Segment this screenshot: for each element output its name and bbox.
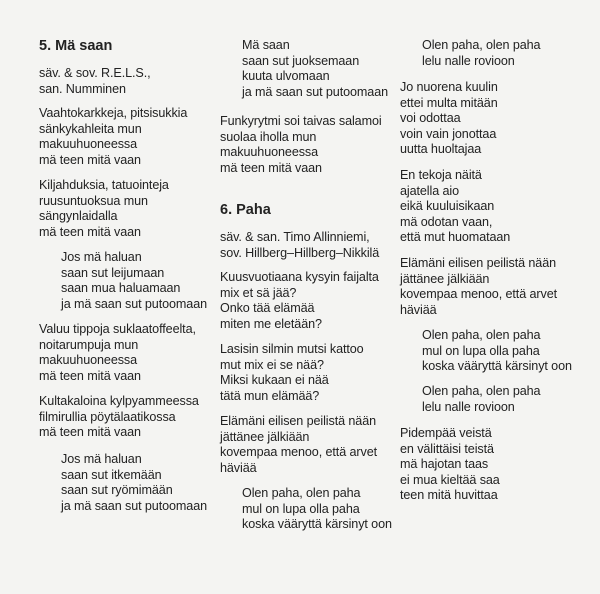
lyric-line: eikä kuuluisikaan: [400, 199, 495, 213]
lyric-line: Funkyrytmi soi taivas salamoi: [220, 114, 382, 128]
lyric-line: uutta huoltajaa: [400, 142, 482, 156]
lyric-line: Kultakaloina kylpyammeessa: [39, 394, 199, 408]
lyric-line: mä teen mitä vaan: [39, 368, 141, 383]
lyric-line: Elämäni eilisen peilistä nään: [220, 414, 377, 428]
lyric-line: saan sut juoksemaan: [242, 53, 360, 68]
stanza: [39, 322, 196, 384]
stanza: [400, 80, 498, 158]
song-credits: [220, 230, 379, 261]
stanza: [39, 178, 169, 240]
lyric-line: Lasisin silmin mutsi kattoo: [220, 342, 364, 356]
lyric-line: makuuhuoneessa: [39, 137, 138, 151]
lyric-line: makuuhuoneessa: [39, 353, 138, 367]
lyric-line: mul on lupa olla paha: [422, 343, 540, 358]
lyric-line: koska vääryttä kärsinyt oon: [422, 359, 572, 373]
lyric-line: Kuusvuotiaana kysyin faijalta: [220, 270, 379, 284]
lyric-line: miten me eletään?: [220, 316, 322, 331]
lyric-line: Mä saan: [242, 38, 290, 52]
stanza-chorus: [61, 452, 207, 514]
lyric-line: ruusuntuoksua mun: [39, 193, 148, 208]
lyric-line: että mut huomataan: [400, 230, 511, 244]
lyric-line: mä teen mitä vaan: [39, 224, 141, 239]
lyric-line: En tekoja näitä: [400, 168, 482, 182]
lyric-line: mä odotan vaan,: [400, 214, 493, 229]
lyric-line: lelu nalle rovioon: [422, 53, 515, 68]
lyric-line: en välittäisi teistä: [400, 441, 494, 456]
lyric-line: ei mua kieltää saa: [400, 472, 500, 487]
lyric-line: Olen paha, olen paha: [422, 38, 541, 52]
lyric-line: saan sut leijumaan: [61, 265, 165, 280]
lyric-line: filmirullia pöytälaatikossa: [39, 409, 176, 424]
lyric-line: ja mä saan sut putoomaan: [242, 84, 389, 99]
stanza: [220, 414, 377, 476]
lyric-line: saan sut ryömimään: [61, 483, 173, 497]
credit-line: san. Numminen: [39, 81, 126, 96]
lyric-line: tätä mun elämää?: [220, 388, 320, 403]
stanza: [220, 342, 364, 404]
lyric-line: mut mix ei se nää?: [220, 357, 324, 372]
lyric-line: mä teen mitä vaan: [39, 425, 141, 439]
lyric-line: jättänee jälkiään: [400, 271, 490, 286]
lyric-line: Vaahtokarkkeja, pitsisukkia: [39, 106, 188, 120]
lyric-line: suolaa iholla mun: [220, 129, 317, 144]
song-title: 5. Mä saan: [39, 38, 113, 54]
lyric-line: mä hajotan taas: [400, 457, 489, 471]
lyric-line: Jos mä haluan: [61, 250, 142, 264]
lyric-line: sänkykahleita mun: [39, 121, 142, 136]
lyric-line: lelu nalle rovioon: [422, 399, 515, 414]
lyric-line: Valuu tippoja suklaatoffeelta,: [39, 322, 196, 336]
stanza-chorus: [422, 38, 540, 69]
lyric-line: voin vain jonottaa: [400, 126, 497, 141]
lyric-line: Kiljahduksia, tatuointeja: [39, 178, 169, 192]
lyric-line: teen mitä huvittaa: [400, 488, 498, 502]
lyric-line: ettei multa mitään: [400, 95, 498, 110]
lyric-line: noitarumpuja mun: [39, 337, 139, 352]
lyric-line: Miksi kukaan ei nää: [220, 373, 329, 387]
stanza-chorus: [422, 384, 540, 415]
lyric-line: kuuta ulvomaan: [242, 69, 330, 83]
stanza: [39, 106, 187, 168]
lyric-line: kovempaa menoo, että arvet: [400, 287, 558, 301]
lyric-line: kovempaa menoo, että arvet: [220, 445, 378, 459]
lyric-line: Elämäni eilisen peilistä nään: [400, 256, 557, 270]
lyric-line: sängynlaidalla: [39, 209, 118, 223]
lyric-line: koska vääryttä kärsinyt oon: [242, 517, 392, 531]
lyric-line: Onko tää elämää: [220, 301, 315, 315]
stanza: [400, 256, 557, 318]
lyric-line: Olen paha, olen paha: [422, 384, 541, 398]
lyric-line: ja mä saan sut putoomaan: [61, 498, 208, 513]
lyric-line: voi odottaa: [400, 111, 461, 125]
lyric-line: makuuhuoneessa: [220, 145, 319, 159]
lyric-line: mul on lupa olla paha: [242, 501, 360, 516]
stanza: [400, 426, 500, 504]
song-credits: [39, 66, 151, 97]
lyric-line: mä teen mitä vaan: [220, 160, 322, 175]
credit-line: säv. & san. Timo Allinniemi,: [220, 230, 370, 244]
lyric-line: mix et sä jää?: [220, 285, 297, 300]
stanza-chorus: [61, 250, 207, 312]
lyric-line: Pidempää veistä: [400, 426, 492, 440]
stanza-chorus: [242, 486, 392, 533]
stanza: [400, 168, 510, 246]
song-title: 6. Paha: [220, 202, 271, 218]
lyric-line: ajatella aio: [400, 183, 460, 198]
stanza-chorus: [422, 328, 572, 375]
lyric-line: saan mua haluamaan: [61, 281, 181, 295]
credit-line: säv. & sov. R.E.L.S.,: [39, 66, 151, 80]
lyric-line: mä teen mitä vaan: [39, 152, 141, 167]
lyric-line: Olen paha, olen paha: [422, 328, 541, 342]
stanza: [39, 394, 199, 441]
lyric-line: Olen paha, olen paha: [242, 486, 361, 500]
lyric-line: ja mä saan sut putoomaan: [61, 296, 208, 311]
lyric-line: häviää: [220, 460, 257, 475]
lyric-line: saan sut itkemään: [61, 467, 162, 482]
lyric-line: häviää: [400, 302, 437, 317]
lyric-line: Jos mä haluan: [61, 452, 142, 466]
stanza-chorus: [242, 38, 388, 100]
lyric-line: Jo nuorena kuulin: [400, 80, 498, 94]
credit-line: sov. Hillberg–Hillberg–Nikkilä: [220, 245, 380, 260]
lyric-line: jättänee jälkiään: [220, 429, 310, 444]
stanza: [220, 114, 382, 176]
stanza: [220, 270, 379, 332]
